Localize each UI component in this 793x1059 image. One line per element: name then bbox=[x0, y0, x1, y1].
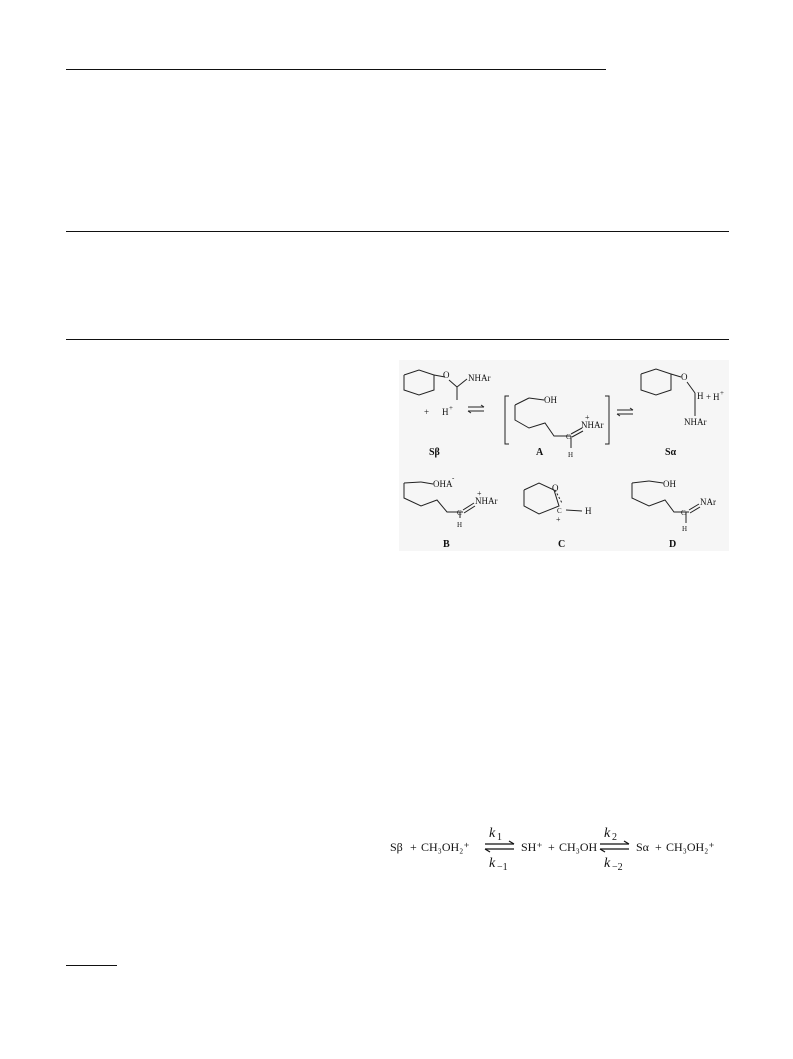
species-label-s-beta: Sβ bbox=[429, 447, 440, 458]
eq-k-minus1-subscript: −1 bbox=[497, 862, 508, 873]
eq-plus-2: + bbox=[548, 840, 555, 854]
a-chain bbox=[515, 405, 571, 436]
eq-sh-plus: SH⁺ bbox=[521, 840, 543, 854]
s-beta-anomeric-bond bbox=[449, 380, 457, 387]
b-oha-bond bbox=[421, 482, 433, 484]
section-rule-2 bbox=[66, 339, 729, 340]
s-alpha-h-plus: H bbox=[713, 392, 720, 402]
s-beta-ring bbox=[404, 370, 434, 395]
b-oha-label: OHA bbox=[433, 479, 453, 489]
s-alpha-nhar-label: NHAr bbox=[684, 417, 707, 427]
eq-k-minus1: k bbox=[489, 856, 496, 871]
a-oh-label: OH bbox=[544, 395, 557, 405]
s-beta-o-label: O bbox=[443, 370, 450, 380]
bracket-left bbox=[505, 396, 509, 444]
plus-sign-1: + bbox=[424, 407, 430, 417]
b-c-label: C bbox=[457, 509, 462, 517]
equation-svg bbox=[390, 820, 720, 875]
b-plus-charge: + bbox=[477, 489, 482, 498]
b-nhar-label: NHAr bbox=[475, 496, 498, 506]
eq-plus-3: + bbox=[655, 840, 662, 854]
top-rule bbox=[66, 69, 606, 70]
s-alpha-h-label: H bbox=[697, 391, 704, 401]
scheme-svg bbox=[399, 360, 729, 551]
eq-k1: k bbox=[489, 826, 496, 841]
eq-methanol-ion-1: CH₃OH₂⁺ bbox=[421, 840, 470, 854]
h-plus-label: H bbox=[442, 407, 449, 417]
s-alpha-o-label: O bbox=[681, 372, 688, 382]
species-label-a: A bbox=[536, 447, 544, 458]
c-plus-charge: + bbox=[556, 515, 561, 524]
s-alpha-h-plus-charge: + bbox=[720, 389, 724, 397]
eq-s-beta: Sβ bbox=[390, 840, 403, 854]
s-beta-nhar-bond bbox=[457, 379, 467, 387]
eq-k2-subscript: 2 bbox=[612, 832, 617, 843]
s-beta-nhar-label: NHAr bbox=[468, 373, 491, 383]
eq-methanol: CH₃OH bbox=[559, 840, 598, 854]
eq-k2: k bbox=[604, 826, 611, 841]
a-plus-charge: + bbox=[585, 413, 590, 422]
c-c-label: C bbox=[557, 507, 562, 515]
section-rule-1 bbox=[66, 231, 729, 232]
a-h-label: H bbox=[568, 451, 574, 459]
c-h-label: H bbox=[585, 506, 592, 516]
s-alpha-plus-sign: + bbox=[706, 392, 712, 402]
bracket-right bbox=[605, 396, 609, 444]
eq-k1-subscript: 1 bbox=[497, 832, 502, 843]
a-cn-double-bond bbox=[572, 431, 583, 437]
b-minus-charge: - bbox=[452, 474, 455, 482]
d-oh-label: OH bbox=[663, 479, 676, 489]
a-nhar-label: NHAr bbox=[581, 420, 604, 430]
reaction-scheme-figure bbox=[399, 360, 729, 551]
a-oh-bond bbox=[529, 398, 544, 400]
species-label-d: D bbox=[669, 539, 677, 550]
c-o-label: O bbox=[552, 483, 559, 493]
a-c-label: C bbox=[566, 433, 571, 441]
eq-plus-1: + bbox=[410, 840, 417, 854]
species-label-b: B bbox=[443, 539, 450, 550]
species-label-s-alpha: Sα bbox=[665, 447, 677, 458]
eq-k-minus2-subscript: −2 bbox=[612, 862, 623, 873]
d-c-label: C bbox=[681, 509, 686, 517]
species-label-c: C bbox=[558, 539, 566, 550]
eq-s-alpha: Sα bbox=[636, 840, 649, 854]
d-nar-label: NAr bbox=[700, 497, 716, 507]
b-h-label: H bbox=[457, 521, 463, 529]
d-h-label: H bbox=[682, 525, 688, 533]
footnote-rule bbox=[66, 965, 117, 966]
d-chain bbox=[632, 483, 689, 512]
eq-k-minus2: k bbox=[604, 856, 611, 871]
eq-methanol-ion-2: CH₃OH₂⁺ bbox=[666, 840, 715, 854]
equilibrium-equation bbox=[390, 820, 720, 875]
s-alpha-ring bbox=[641, 369, 671, 395]
h-plus-charge: + bbox=[449, 404, 453, 412]
